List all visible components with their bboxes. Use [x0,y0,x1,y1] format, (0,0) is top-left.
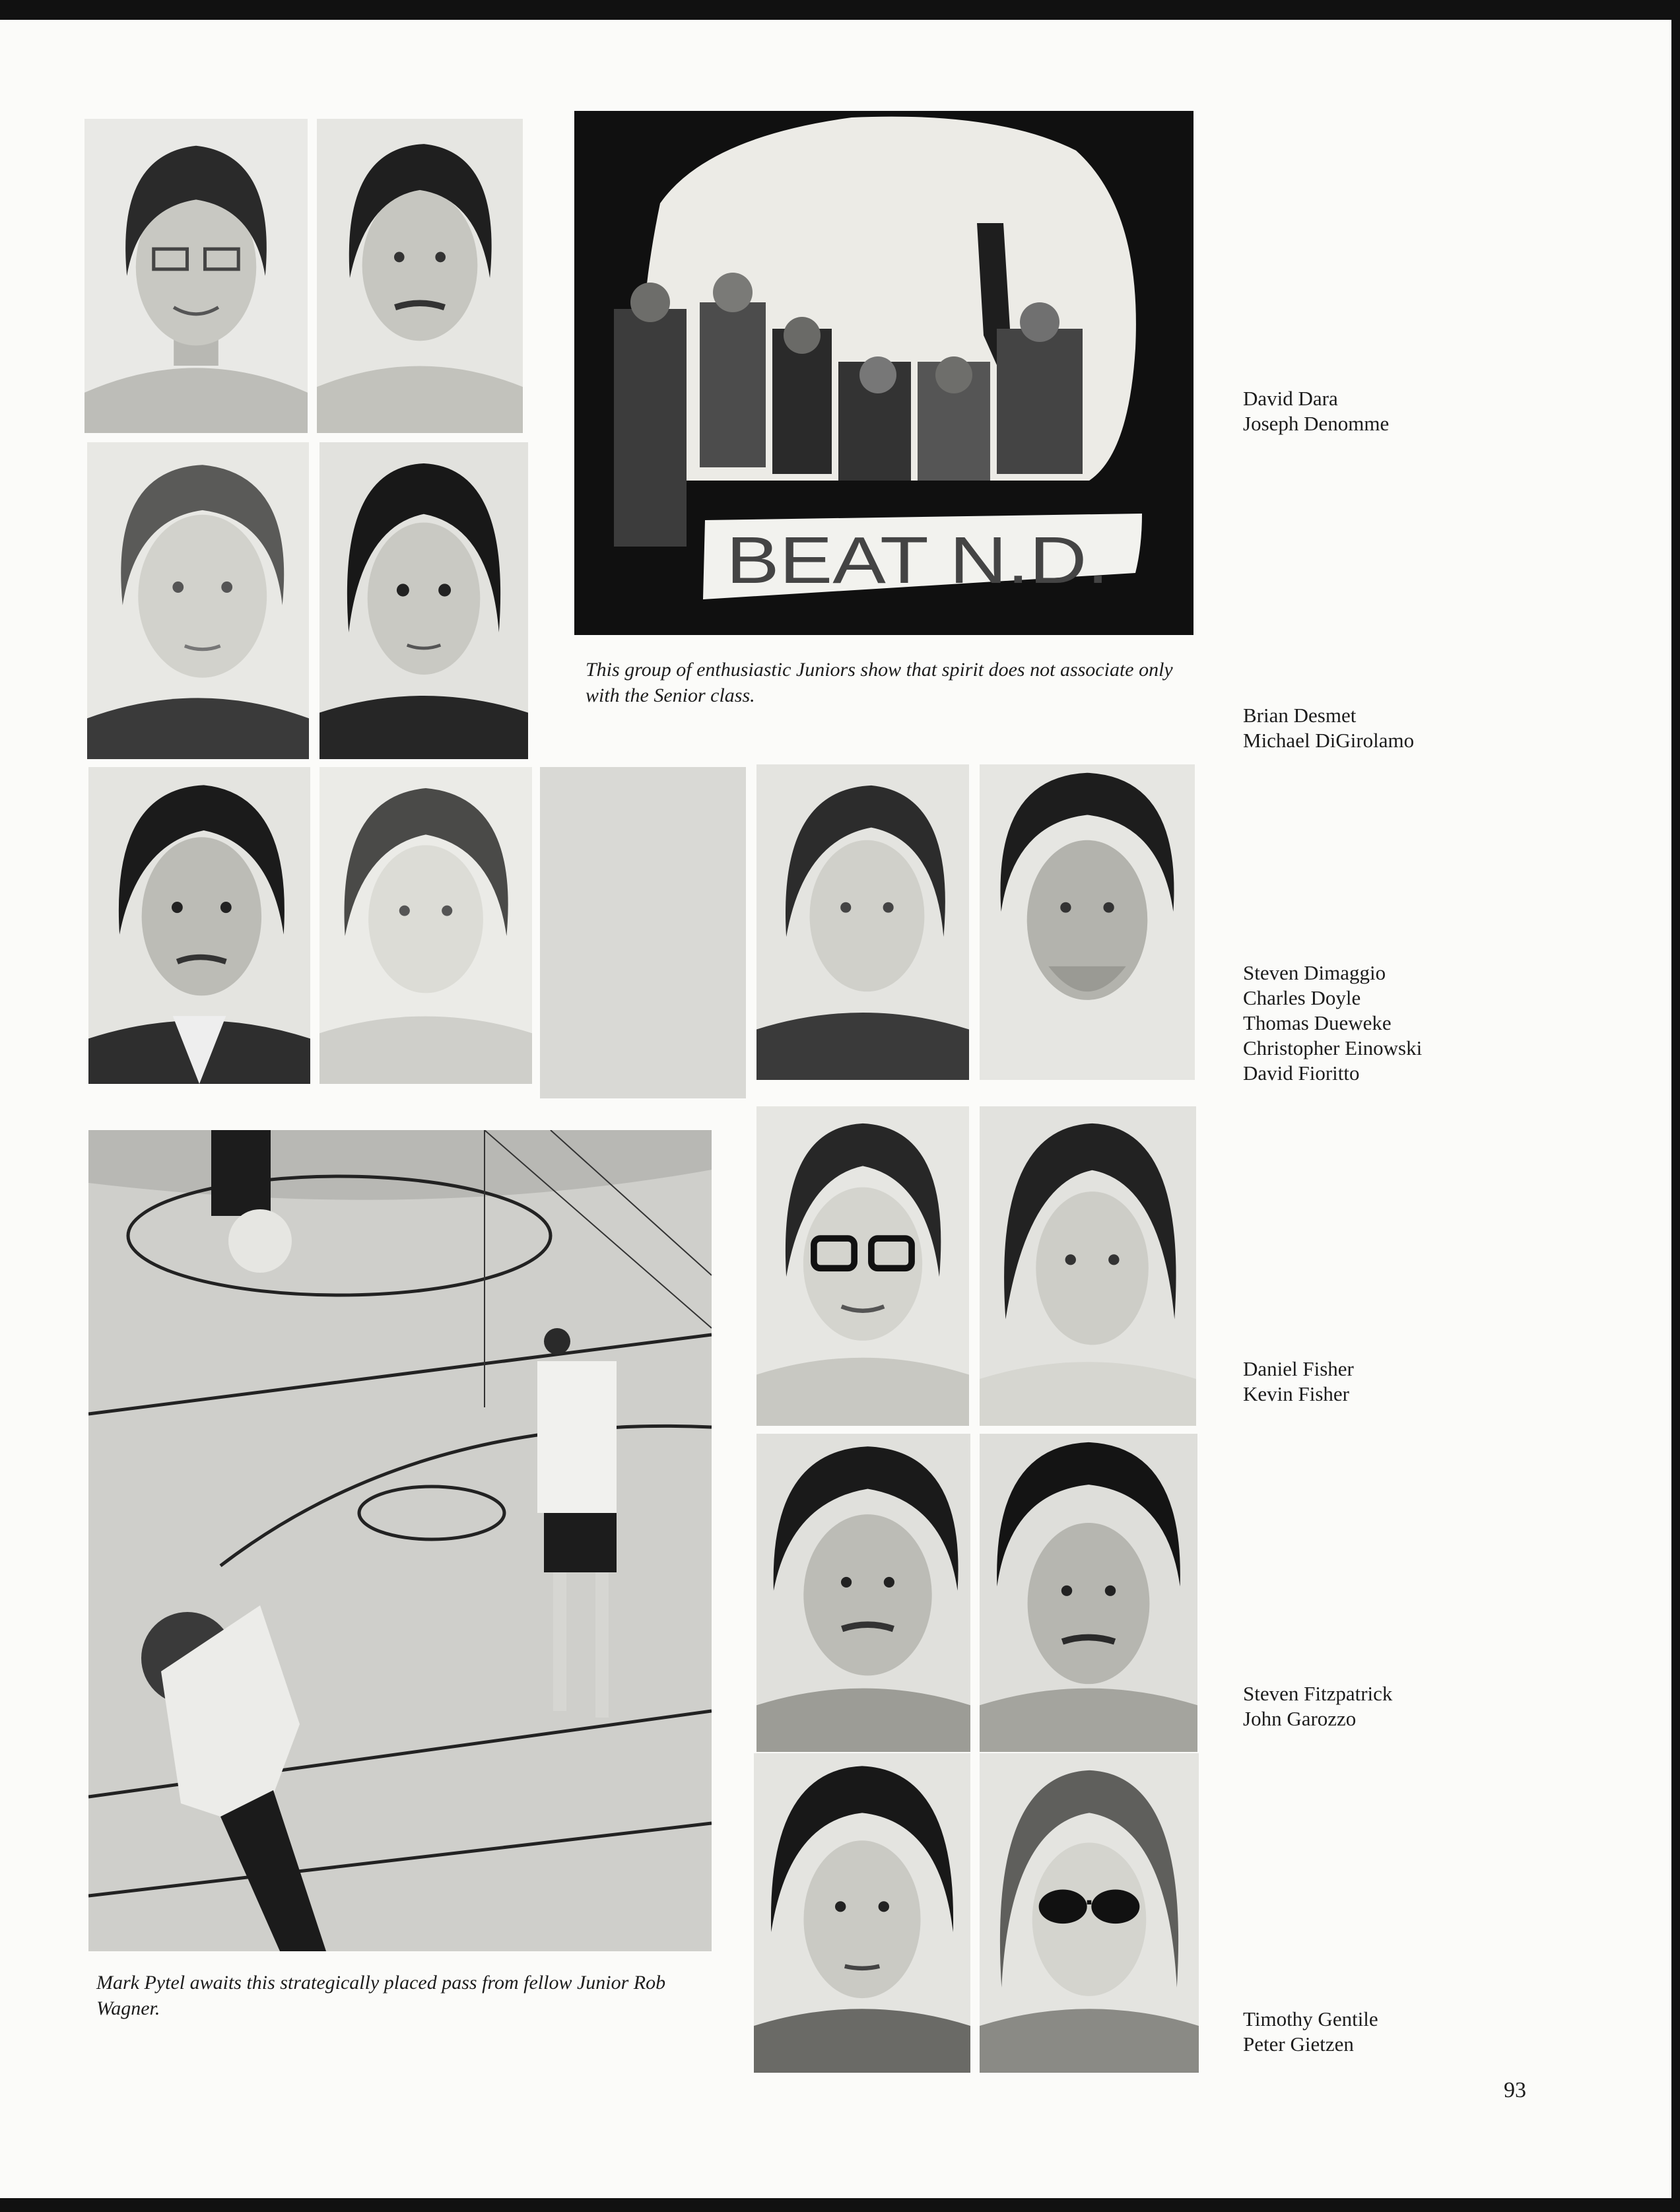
yearbook-page [0,20,1671,2198]
names-group-6 [1243,2007,1378,2057]
student-name: Brian Desmet [1243,704,1357,727]
page-number: 93 [1504,2078,1526,2102]
student-name: Steven Dimaggio [1243,961,1386,984]
student-name: David Fioritto [1243,1061,1360,1085]
student-name: David Dara [1243,387,1338,410]
names-group-3 [1243,960,1422,1086]
portrait-daniel-fisher [756,1106,969,1426]
student-name: Steven Fitzpatrick [1243,1682,1393,1705]
portrait-michael-digirolamo [319,442,528,759]
beat-nd-sign-text: BEAT N.D. [726,523,1109,597]
portrait-steven-fitzpatrick [756,1434,970,1752]
student-name: Thomas Dueweke [1243,1011,1392,1034]
portrait-joseph-denomme [317,119,523,433]
portrait-thomas-dueweke-placeholder [540,767,746,1098]
student-name: Timothy Gentile [1243,2007,1378,2030]
portrait-john-garozzo [980,1434,1197,1752]
spirit-caption: This group of enthusiastic Juniors show that spirit does not associate only with the Senior class. [586,659,1173,706]
portrait-brian-desmet [87,442,309,759]
portrait-david-dara [84,119,308,433]
volleyball-caption: Mark Pytel awaits this strategically placed pass from fellow Junior Rob Wagner. [96,1972,666,2019]
names-group-2 [1243,703,1414,753]
names-group-4 [1243,1357,1354,1407]
portrait-steven-dimaggio [88,767,310,1084]
portrait-kevin-fisher [980,1106,1196,1426]
student-name: Michael DiGirolamo [1243,729,1415,752]
student-name: John Garozzo [1243,1707,1357,1730]
student-name: Kevin Fisher [1243,1382,1350,1405]
names-group-1 [1243,386,1389,436]
student-name: Charles Doyle [1243,986,1361,1009]
student-name: Joseph Denomme [1243,412,1390,435]
portrait-timothy-gentile [754,1753,970,2073]
portrait-christopher-einowski [756,764,969,1080]
student-name: Daniel Fisher [1243,1357,1354,1380]
portrait-david-fioritto [980,764,1195,1080]
portrait-charles-doyle [319,767,532,1084]
names-group-5 [1243,1681,1392,1731]
portrait-peter-gietzen [980,1753,1199,2073]
spirit-group-photo [574,111,1193,635]
student-name: Peter Gietzen [1243,2032,1354,2056]
student-name: Christopher Einowski [1243,1036,1423,1059]
volleyball-photo [88,1130,712,1951]
